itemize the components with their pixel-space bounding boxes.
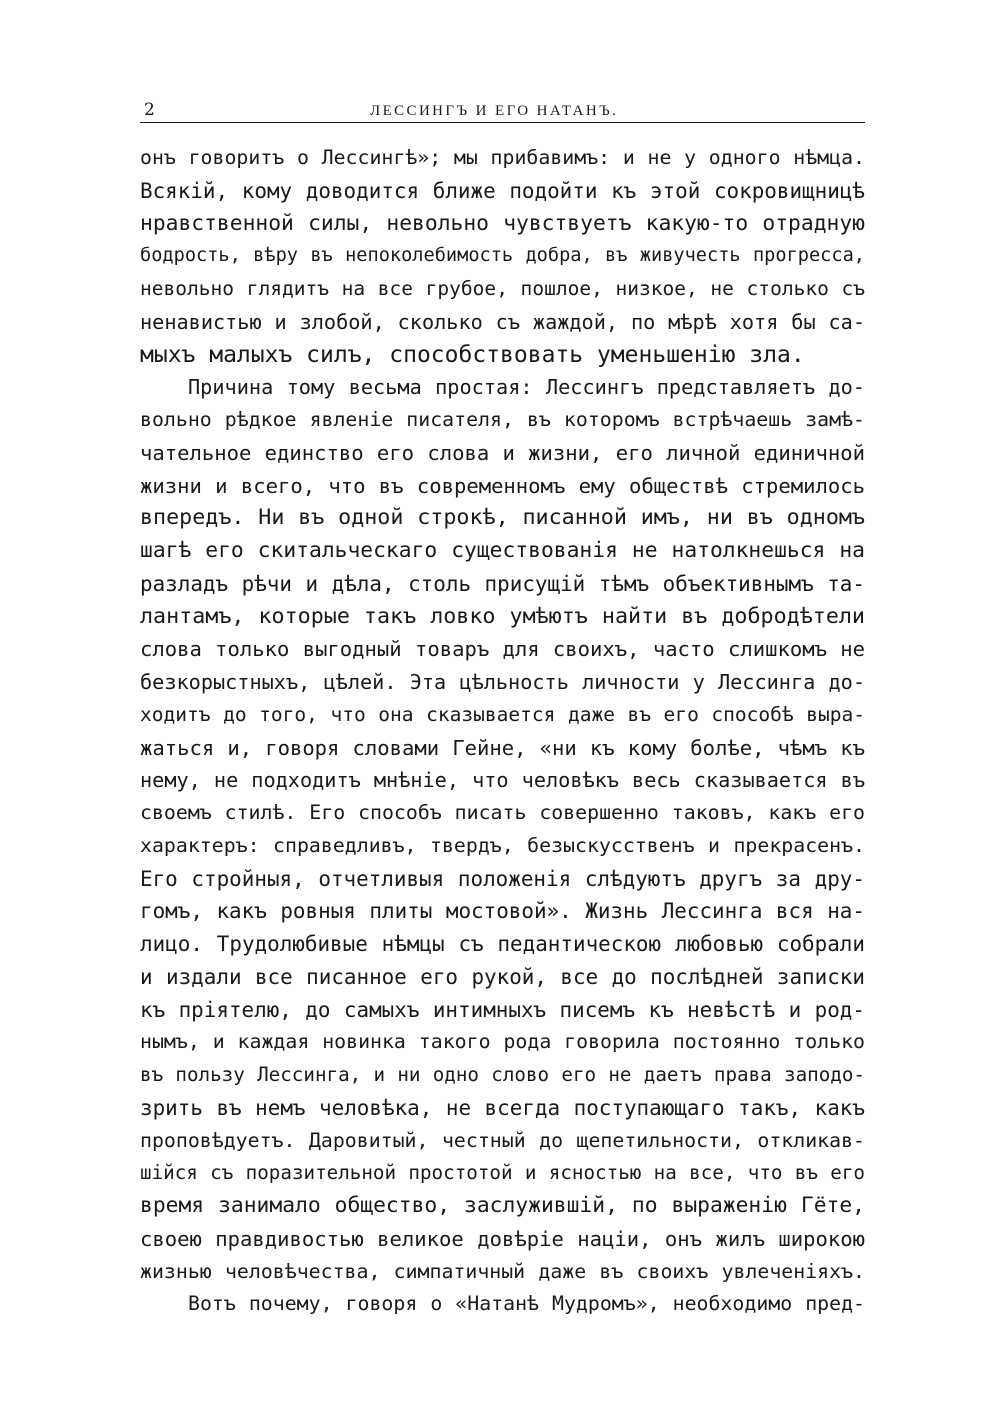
text-line: жизнью человѣчества, симпатичный даже въ своихъ увлеченіяхъ. — [140, 1259, 865, 1283]
text-line: проповѣдуетъ. Даровитый, честный до щепетильности, откликав- — [140, 1128, 865, 1152]
text-line: лантамъ, которые такъ ловко умѣютъ найти въ добродѣтели — [140, 603, 865, 629]
text-line: своемъ стилѣ. Его способъ писать совершенно таковъ, какъ его — [140, 801, 865, 824]
text-line: къ пріятелю, до самыхъ интимныхъ писемъ къ невѣстѣ и род- — [140, 997, 865, 1022]
text-line: шагѣ его скитальческаго существованія не натолкнешься на — [140, 538, 865, 563]
text-line: вольно рѣдкое явленіе писателя, въ которомъ встрѣчаешь замѣ- — [140, 408, 865, 431]
page-number: 2 — [144, 100, 155, 120]
running-title: ЛЕССИНГЪ И ЕГО НАТАНЪ. — [370, 103, 619, 119]
text-line: зрить въ немъ человѣка, не всегда поступающаго такъ, какъ — [140, 1095, 865, 1120]
text-line: гомъ, какъ ровныя плиты мостовой». Жизнь Лессинга вся на- — [140, 899, 865, 924]
header-rule — [140, 122, 865, 123]
text-line: и издали все писанное его рукой, все до послѣдней записки — [140, 964, 865, 989]
running-head — [140, 96, 865, 124]
text-line: невольно глядитъ на все грубое, пошлое, низкое, не столько съ — [140, 277, 865, 300]
text-line: жаться и, говоря словами Гейне, «ни къ кому болѣе, чѣмъ къ — [140, 735, 865, 760]
text-line: чательное единство его слова и жизни, его личной единичной — [140, 440, 865, 465]
text-line: Всякій, кому доводится ближе подойти къ этой сокровищницѣ — [140, 178, 865, 203]
text-line: ходитъ до того, что она сказывается даже въ его способѣ выра- — [140, 702, 865, 726]
text-line: въ пользу Лессинга, и ни одно слово его не даетъ права заподо- — [140, 1063, 865, 1086]
text-line: жизни и всего, что въ современномъ ему обществѣ стремилось — [140, 473, 865, 498]
text-line: Вотъ почему, говоря о «Натанѣ Мудромъ», необходимо пред- — [188, 1292, 865, 1316]
text-line: ненавистью и злобой, сколько съ жаждой, по мѣрѣ хотя бы са- — [140, 309, 865, 334]
text-line: Его стройныя, отчетливыя положенія слѣдуютъ другъ за дру- — [140, 866, 865, 891]
text-line: нымъ, и каждая новинка такого рода говорила постоянно только — [140, 1030, 865, 1054]
text-line: слова только выгодный товаръ для своихъ, часто слишкомъ не — [140, 637, 865, 662]
text-line: своею правдивостью великое довѣріе націи, онъ жилъ широкою — [140, 1226, 865, 1251]
text-line: впередъ. Ни въ одной строкѣ, писанной имъ, ни въ одномъ — [140, 505, 865, 531]
text-line: время занимало общество, заслужившій, по выраженію Гёте, — [140, 1193, 865, 1218]
text-line: Причина тому весьма простая: Лессингъ представляетъ до- — [188, 375, 865, 400]
text-line: бодрость, вѣру въ непоколебимость добра, въ живучесть прогресса, — [140, 245, 865, 267]
text-line: шійся съ поразительной простотой и ясностью на все, что въ его — [140, 1161, 865, 1185]
text-line: нему, не подходитъ мнѣніе, что человѣкъ весь сказывается въ — [140, 768, 865, 793]
body-text — [140, 142, 865, 1321]
text-line: нравственной силы, невольно чувствуетъ какую-то отрадную — [140, 210, 865, 236]
text-line: мыхъ малыхъ силъ, способствовать уменьшенію зла. — [140, 341, 805, 368]
text-line: онъ говоритъ о Лессингѣ»; мы прибавимъ: и не у одного нѣмца. — [140, 146, 865, 169]
text-line: разладъ рѣчи и дѣла, столь присущій тѣмъ объективнымъ та- — [140, 571, 865, 596]
text-line: безкорыстныхъ, цѣлей. Эта цѣльность личности у Лессинга до- — [140, 670, 865, 694]
text-line: характеръ: справедливъ, твердъ, безыскусственъ и прекрасенъ. — [140, 833, 865, 857]
text-line: лицо. Трудолюбивые нѣмцы съ педантическою любовью собрали — [140, 932, 865, 956]
